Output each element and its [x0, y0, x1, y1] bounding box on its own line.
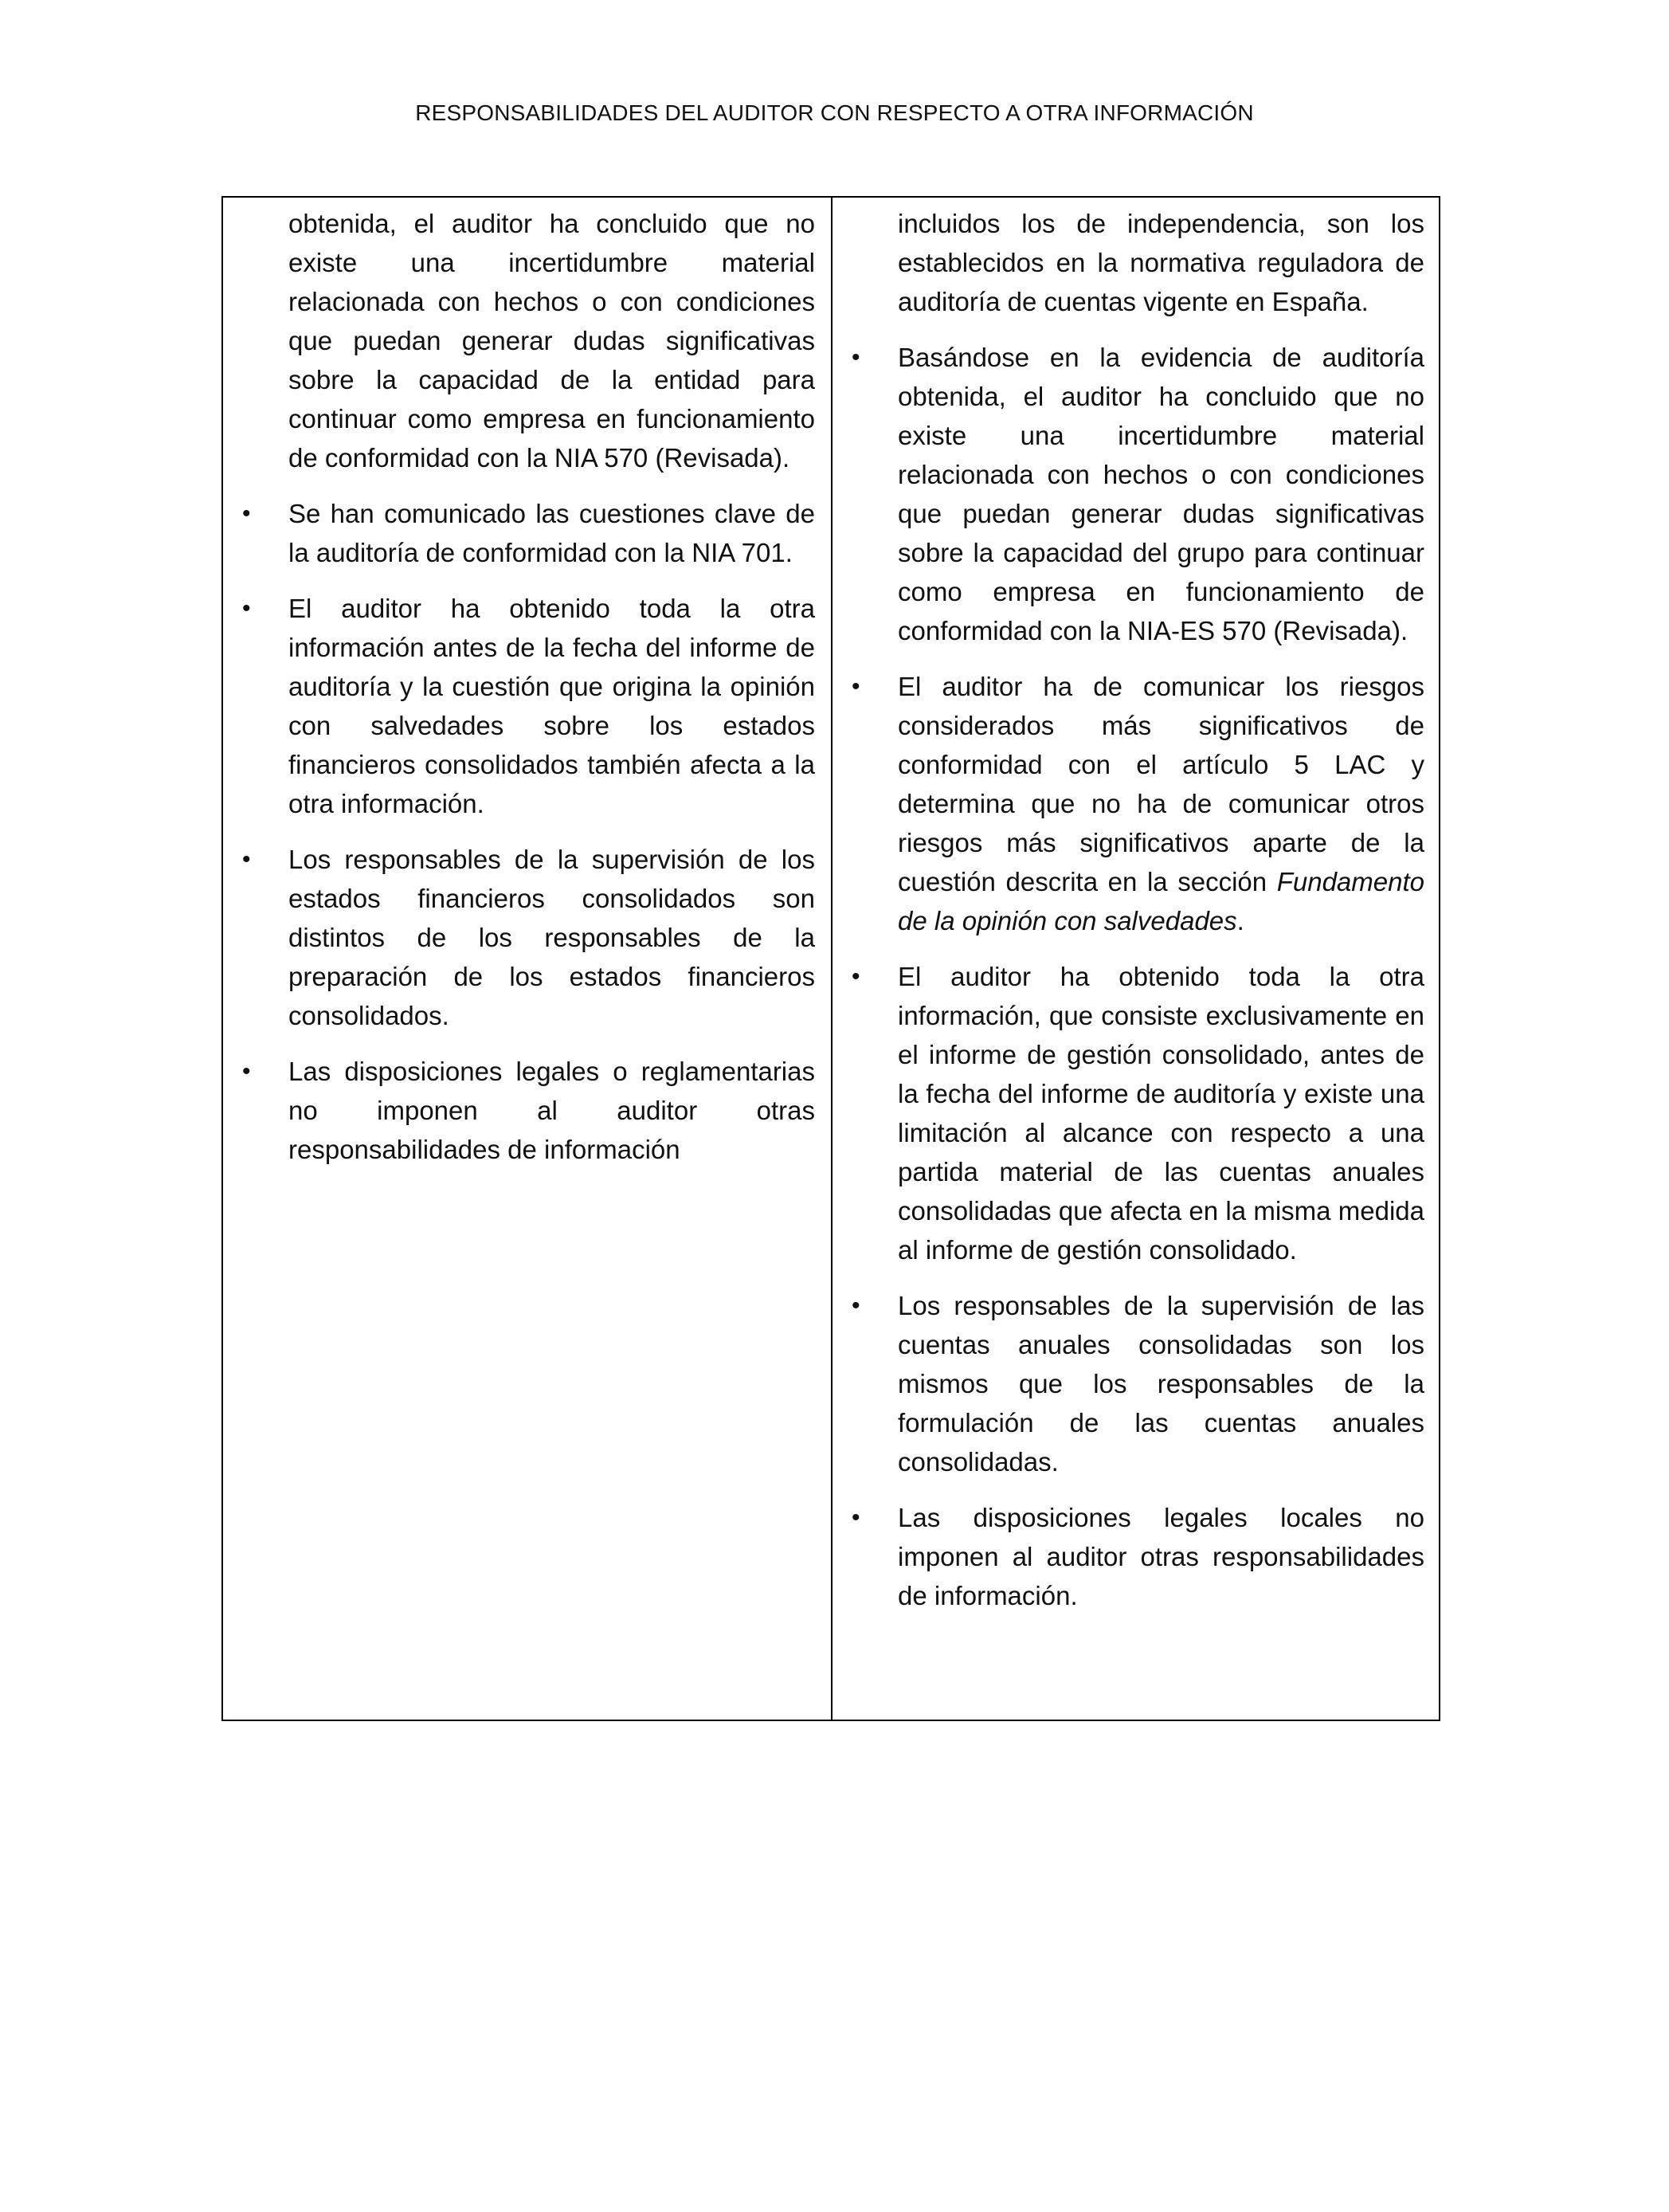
- right-bullet-item: [852, 1286, 1424, 1481]
- bullet-icon: •: [852, 963, 860, 990]
- bullet-icon: •: [242, 846, 251, 873]
- two-column-table: [221, 196, 1440, 1721]
- left-bullet-text: Las disposiciones legales o reglamentarias no imponen al auditor otras responsabilidades de información: [288, 1057, 815, 1164]
- bullet-icon: •: [852, 344, 860, 371]
- bullet-icon: •: [242, 595, 251, 622]
- page-header: RESPONSABILIDADES DEL AUDITOR CON RESPECTO A OTRA INFORMACIÓN: [415, 100, 1254, 125]
- right-bullet-text: El auditor ha obtenido toda la otra información, que consiste exclusivamente en el informe de gestión consolidado, antes de la fecha del informe de auditoría y existe una limitación al alcance con respecto a una partida material de las cuentas anuales consolidadas que afecta en la misma medida al informe de gestión consolidado.: [898, 962, 1424, 1265]
- bullet-icon: •: [242, 1058, 251, 1084]
- right-bullet-item: [852, 667, 1424, 940]
- left-bullet-text: Se han comunicado las cuestiones clave de la auditoría de conformidad con la NIA 701.: [288, 499, 815, 567]
- bullet-icon: •: [852, 1504, 860, 1531]
- bullet-icon: •: [242, 500, 251, 527]
- section-name-italic: Fundamento de la opinión con salvedades: [898, 867, 1424, 935]
- right-bullet-text: Los responsables de la supervisión de las cuentas anuales consolidadas son los mismos que los responsables de la formulación de las cuentas anuales consolidadas.: [898, 1291, 1424, 1477]
- right-bullet-item: [852, 957, 1424, 1269]
- right-bullet-item: [852, 338, 1424, 650]
- left-bullet-item: [242, 589, 815, 823]
- right-bullet-text: El auditor ha de comunicar los riesgos considerados más significativos de conformidad con el artículo 5 LAC y determina que no ha de comunicar otros riesgos más significativos aparte de la cuestión descrita en la sección: [898, 672, 1424, 896]
- right-bullet-text: Las disposiciones legales locales no imponen al auditor otras responsabilidades de información.: [898, 1503, 1424, 1610]
- left-bullet-item: [242, 494, 815, 572]
- left-bullet-text: El auditor ha obtenido toda la otra información antes de la fecha del informe de auditoría y la cuestión que origina la opinión con salvedades sobre los estados financieros consolidados también afecta a la otra información.: [288, 594, 815, 818]
- right-continuation-text: incluidos los de independencia, son los establecidos en la normativa reguladora de auditoría de cuentas vigente en España.: [898, 209, 1424, 316]
- right-bullet-text-end: .: [1236, 906, 1244, 935]
- right-bullet-text: Basándose en la evidencia de auditoría obtenida, el auditor ha concluido que no existe una incertidumbre material relacionada con hechos o con condiciones que puedan generar dudas significativas sobre la capacidad del grupo para continuar como empresa en funcionamiento de conformidad con la NIA-ES 570 (Revisada).: [898, 343, 1424, 645]
- left-bullet-item: [242, 1052, 815, 1169]
- left-bullet-text: Los responsables de la supervisión de los estados financieros consolidados son distintos de los responsables de la preparación de los estados financieros consolidados.: [288, 845, 815, 1030]
- left-column: [223, 198, 833, 1720]
- bullet-icon: •: [852, 1292, 860, 1319]
- right-column: [833, 198, 1439, 1720]
- bullet-icon: •: [852, 673, 860, 700]
- left-continuation-text: obtenida, el auditor ha concluido que no existe una incertidumbre material relacionada con hechos o con condiciones que puedan generar dudas significativas sobre la capacidad de la entidad para continuar como empresa en funcionamiento de conformidad con la NIA 570 (Revisada).: [288, 209, 815, 473]
- right-bullet-item: [852, 1498, 1424, 1615]
- left-bullet-item: [242, 840, 815, 1035]
